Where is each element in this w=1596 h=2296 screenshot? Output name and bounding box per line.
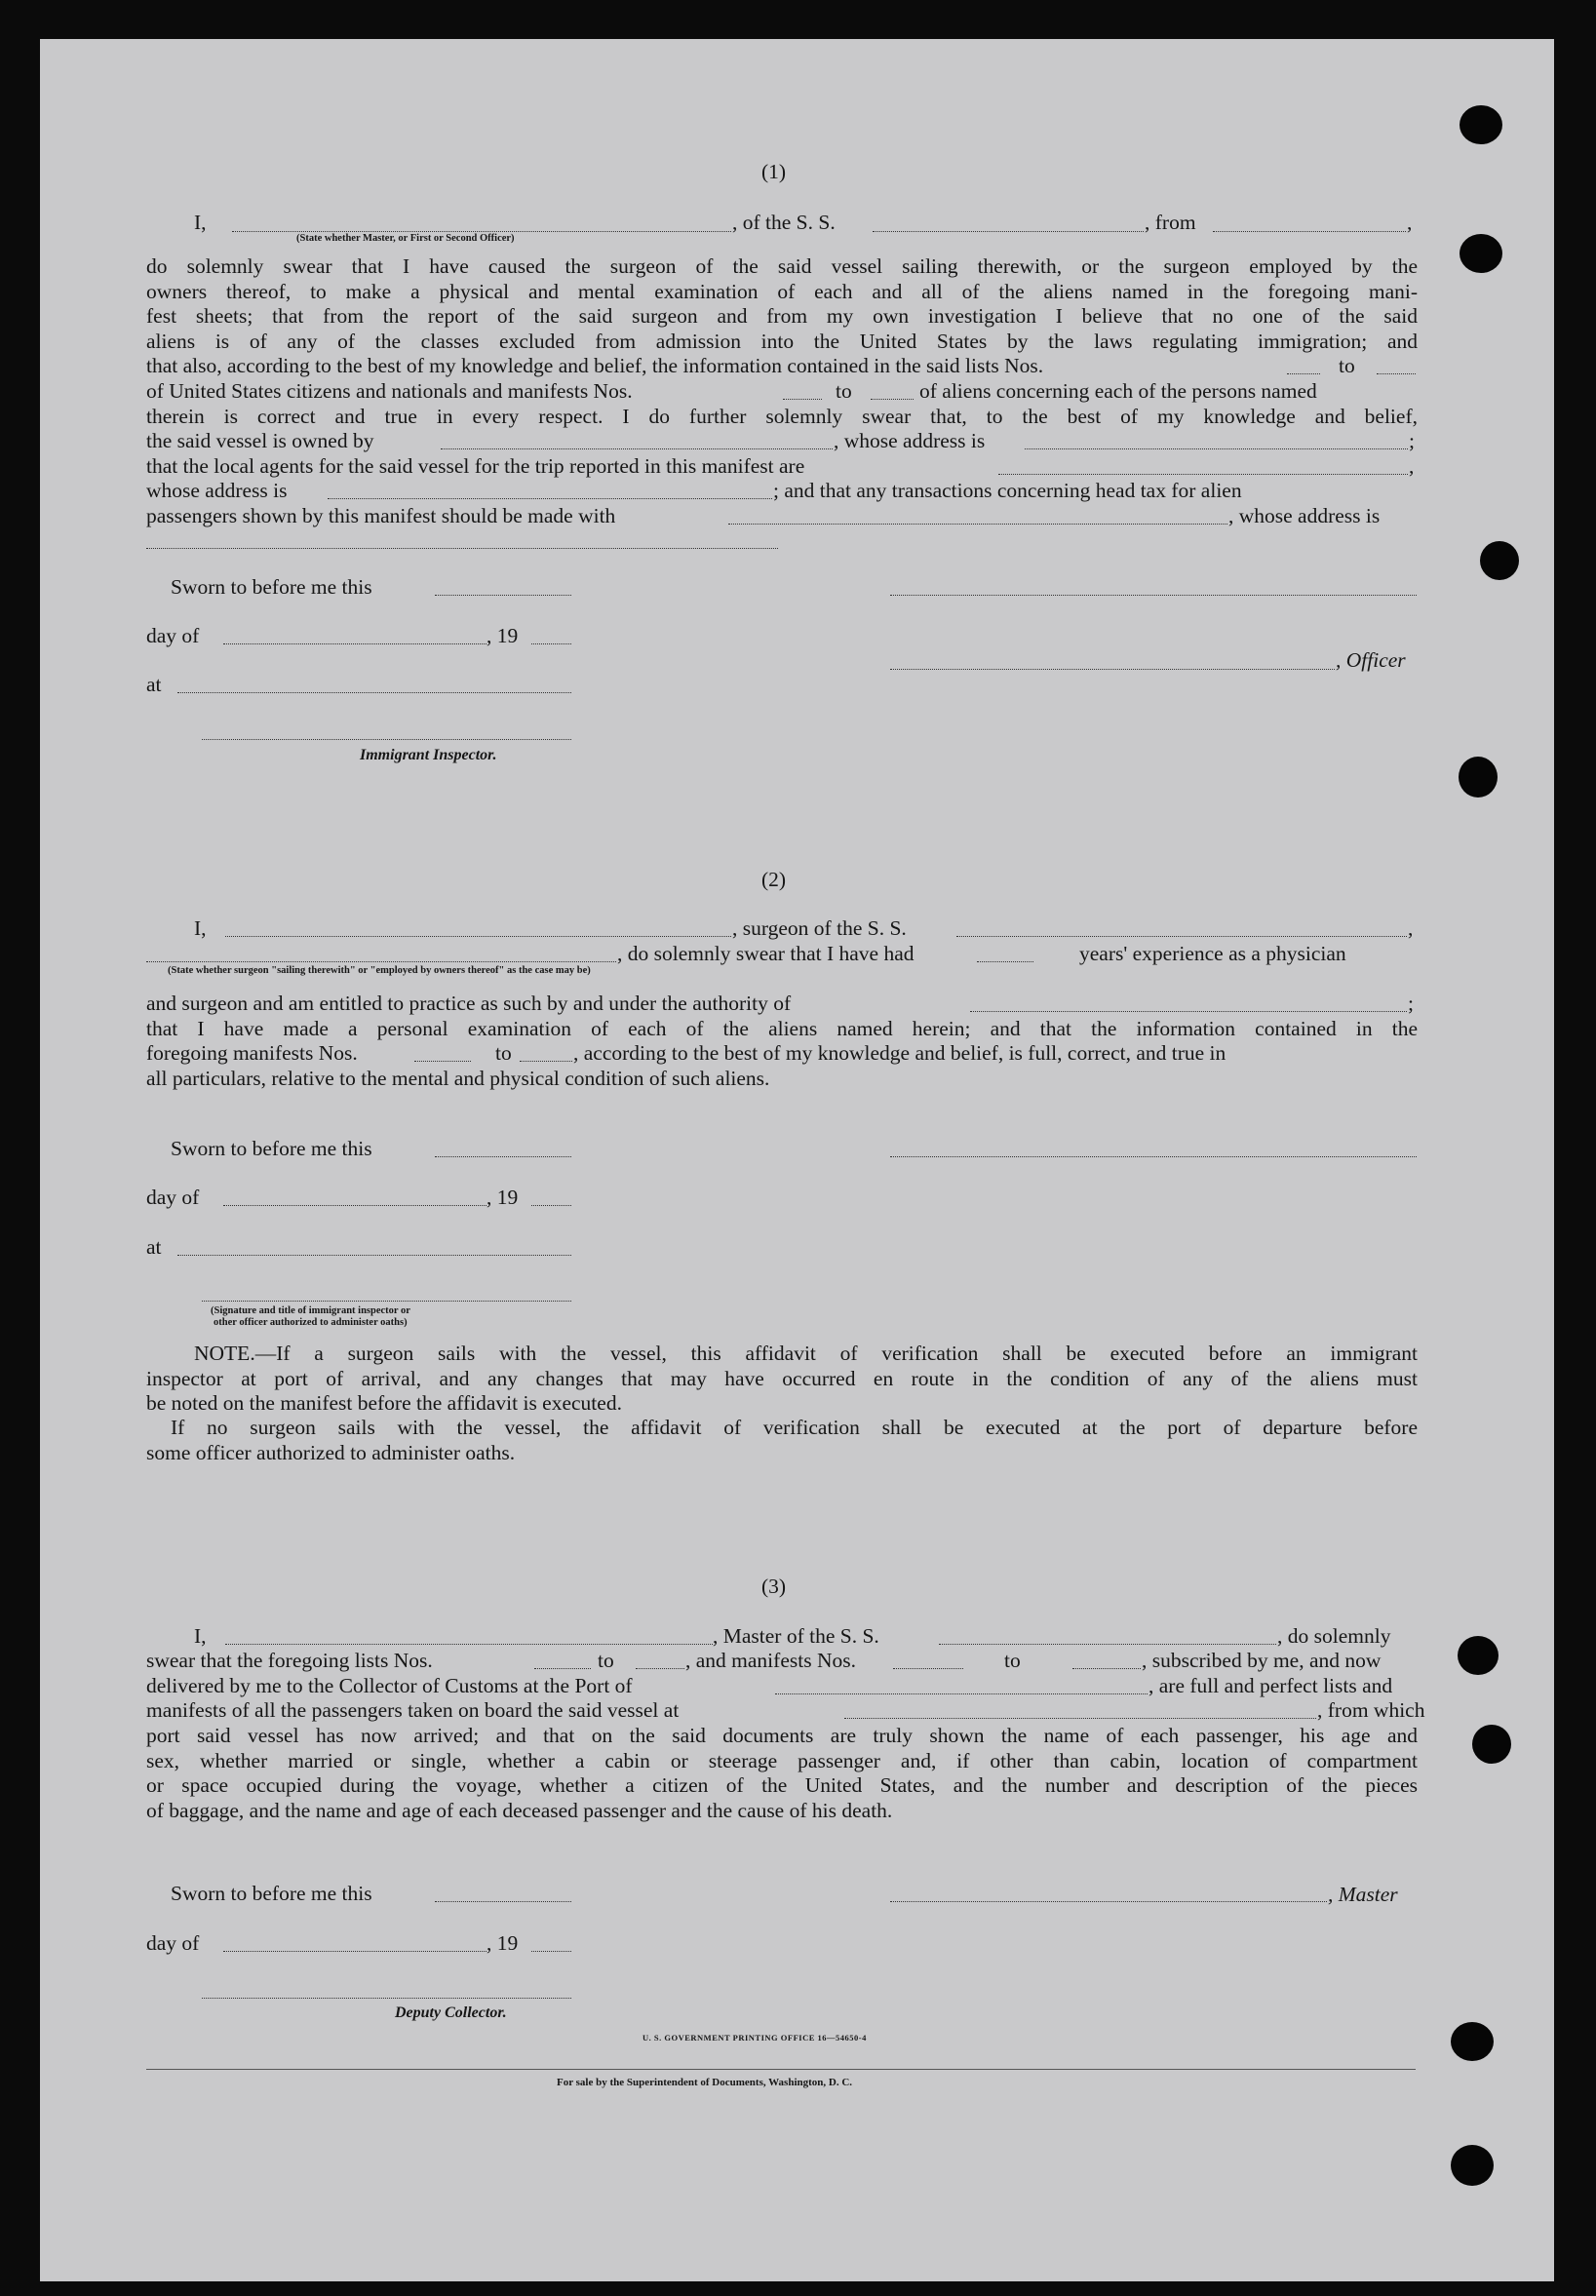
s2-year-field[interactable] [531,1205,571,1206]
s2-day-of-label: day of [146,1186,200,1209]
s1-at-place-field[interactable] [177,692,571,693]
s3-sworn-day-field[interactable] [435,1901,571,1902]
s1-comma-2: , [1409,454,1415,478]
note-fifth-line: some officer authorized to administer oaths. [146,1441,516,1464]
s1-head-tax-address-label: , whose address is [1228,504,1381,527]
form-page [40,39,1554,2281]
s3-to-label-2: to [1004,1649,1021,1672]
s3-manifests-to-field[interactable] [1072,1668,1141,1669]
s1-aliens-text: of aliens concerning each of the persons named [919,379,1317,403]
s1-sworn-day-field[interactable] [435,595,571,596]
s3-i-label: I, [194,1624,207,1648]
s3-taken-on-board-label: manifests of all the passengers taken on board the said vessel at [146,1698,680,1722]
s1-inspector-label: Immigrant Inspector. [360,747,497,763]
s1-day-of-label: day of [146,624,200,647]
s1-vessel-name-field[interactable] [873,231,1144,232]
s1-to-label: to [1339,354,1355,377]
s3-collector-signature-field[interactable] [202,1998,571,1999]
s1-owner-address-field[interactable] [1025,448,1408,449]
s3-master-signature-field[interactable] [890,1901,1327,1902]
s1-at-label: at [146,673,162,696]
punch-hole [1451,2022,1494,2061]
s3-boarding-port-field[interactable] [844,1718,1316,1719]
s3-vessel-name-field[interactable] [939,1644,1276,1645]
s1-manifests-to-field[interactable] [871,399,914,400]
s1-lists-to-field[interactable] [1377,373,1416,374]
s3-to-label: to [598,1649,614,1672]
s2-manifests-to-field[interactable] [520,1061,572,1062]
s1-head-tax-text: ; and that any transactions concerning head tax for alien [773,479,1242,502]
punch-hole [1459,757,1498,798]
s1-officer-signature-field-top[interactable] [890,595,1417,596]
s2-examination-line [146,1017,1418,1042]
s1-head-tax-party-field[interactable] [728,524,1227,525]
s1-oath-line: therein is correct and true in every respect. I do further solemnly swear that, to the best of my knowledge and belief, [146,405,1418,428]
s3-manifests-label: , and manifests Nos. [685,1649,856,1672]
s2-signature-note-1: (Signature and title of immigrant inspector or [211,1305,410,1316]
s3-text-line: port said vessel has now arrived; and that on the said documents are truly shown the name of each passenger, his age and [146,1724,1418,1747]
s1-oath-line: owners thereof, to make a physical and mental examination of each and all of the aliens named in the foregoing mani- [146,279,1418,303]
s1-i-label: I, [194,211,207,234]
s2-sworn-label: Sworn to before me this [171,1137,372,1160]
printing-office-imprint: U. S. GOVERNMENT PRINTING OFFICE 16—54650-4 [642,2033,867,2043]
s1-local-agents-field[interactable] [998,474,1408,475]
punch-hole [1451,2145,1494,2186]
s1-oath-paragraph [146,254,1418,354]
section-1-number: (1) [761,160,787,183]
s3-oath-paragraph [146,1724,1418,1799]
s2-inspector-signature-field[interactable] [202,1301,571,1302]
note-second-line [146,1367,1418,1392]
s1-lists-text: that also, according to the best of my knowledge and belief, the information contained in the said lists Nos. [146,354,1044,377]
s1-comma: , [1407,211,1413,234]
s3-year-prefix: , 19 [487,1931,519,1955]
s1-oath-line-7 [146,405,1418,430]
s1-officer-note: (State whether Master, or First or Second Officer) [296,233,515,244]
s3-perfect-lists-text: , are full and perfect lists and [1148,1674,1393,1697]
s1-to-label-2: to [836,379,852,403]
s2-authority-label: and surgeon and am entitled to practice as such by and under the authority of [146,992,792,1015]
s2-at-label: at [146,1235,162,1259]
s1-month-field[interactable] [223,643,487,644]
s1-sworn-label: Sworn to before me this [171,575,372,599]
s1-head-tax-address-field[interactable] [146,548,778,549]
s2-at-place-field[interactable] [177,1255,571,1256]
punch-hole [1460,105,1502,144]
s1-inspector-signature-field[interactable] [202,739,571,740]
s2-swear-text: , do solemnly swear that I have had [617,942,915,965]
s2-years-text: years' experience as a physician [1079,942,1346,965]
s1-semicolon: ; [1409,429,1415,452]
s2-vessel-name-field[interactable] [956,936,1407,937]
section-2-number: (2) [761,868,787,891]
s2-semicolon: ; [1408,992,1414,1015]
s3-month-field[interactable] [223,1951,487,1952]
s2-text-line: that I have made a personal examination of each of the aliens named herein; and that the information contained in the [146,1017,1418,1040]
s1-officer-signature-field[interactable] [890,669,1335,670]
s2-year-prefix: , 19 [487,1186,519,1209]
s3-master-name-field[interactable] [225,1644,713,1645]
s1-oath-line: fest sheets; that from the report of the said surgeon and from my own investigation I believe that no one of the said [146,304,1418,329]
s2-signature-note-2: other officer authorized to administer oaths) [214,1317,408,1328]
s2-manifests-from-field[interactable] [414,1061,471,1062]
s2-manifests-label: foregoing manifests Nos. [146,1041,358,1065]
s1-from-port-field[interactable] [1213,231,1406,232]
s3-master-of-label: , Master of the S. S. [713,1624,879,1648]
s2-surgeon-name-field[interactable] [225,936,731,937]
sale-notice: For sale by the Superintendent of Documents, Washington, D. C. [557,2077,853,2088]
s1-oath-line: aliens is of any of the classes excluded from admission into the United States by the laws regulating immigration; and [146,329,1418,353]
s2-to-label: to [495,1041,512,1065]
s3-lists-from-field[interactable] [534,1668,591,1669]
s1-officer-label: , Officer [1336,648,1406,672]
note-line: NOTE.—If a surgeon sails with the vessel, this affidavit of verification shall be executed before an immigrant [194,1342,1418,1365]
s2-surgeon-of-label: , surgeon of the S. S. [732,916,907,940]
punch-hole [1472,1725,1511,1764]
s1-owner-field[interactable] [441,448,833,449]
note-line: inspector at port of arrival, and any changes that may have occurred en route in the condition of any of the aliens must [146,1367,1418,1390]
s3-subscribed-text: , subscribed by me, and now [1142,1649,1382,1672]
s3-solemnly-label: , do solemnly [1277,1624,1391,1648]
punch-hole [1458,1636,1499,1675]
note-fourth-line [171,1416,1418,1441]
s1-head-tax-with-label: passengers shown by this manifest should be made with [146,504,616,527]
s3-day-of-label: day of [146,1931,200,1955]
s1-owner-address-label: , whose address is [834,429,986,452]
s2-surgeon-status-field[interactable] [146,961,616,962]
s2-particulars-text: all particulars, relative to the mental and physical condition of such aliens. [146,1067,770,1090]
s3-year-field[interactable] [531,1951,571,1952]
section-3-number: (3) [761,1575,787,1598]
s3-collector-label: delivered by me to the Collector of Customs at the Port of [146,1674,633,1697]
s3-lists-to-field[interactable] [636,1668,684,1669]
s3-sworn-label: Sworn to before me this [171,1882,372,1905]
s3-lists-label: swear that the foregoing lists Nos. [146,1649,433,1672]
s3-from-which-text: , from which [1317,1698,1425,1722]
s2-sworn-day-field[interactable] [435,1156,571,1157]
s2-surgeon-signature-field[interactable] [890,1156,1417,1157]
s2-surgeon-note: (State whether surgeon "sailing therewith" or "employed by owners thereof" as the case may be) [168,965,591,976]
s1-local-agents-label: that the local agents for the said vessel for the trip reported in this manifest are [146,454,805,478]
s1-oath-line: do solemnly swear that I have caused the surgeon of the said vessel sailing therewith, or the surgeon employed by the [146,254,1418,278]
s3-master-label: , Master [1328,1883,1398,1906]
s1-lists-from-field[interactable] [1287,373,1320,374]
s1-agent-address-field[interactable] [328,498,772,499]
note-third-line: be noted on the manifest before the affidavit is executed. [146,1391,622,1415]
s2-authority-field[interactable] [970,1011,1407,1012]
note-line: If no surgeon sails with the vessel, the affidavit of verification shall be executed at the port of departure before [171,1416,1418,1439]
s3-port-field[interactable] [775,1693,1148,1694]
s1-agent-address-label: whose address is [146,479,288,502]
s2-i-label: I, [194,916,207,940]
s3-text-line: or space occupied during the voyage, whether a citizen of the United States, and the number and description of the pieces [146,1773,1418,1798]
s1-owned-by-label: the said vessel is owned by [146,429,374,452]
s3-manifests-from-field[interactable] [893,1668,963,1669]
footer-rule [146,2069,1416,2070]
s2-comma: , [1408,916,1414,940]
s2-years-field[interactable] [977,961,1033,962]
s2-according-text: , according to the best of my knowledge and belief, is full, correct, and true in [573,1041,1226,1065]
s1-manifests-text: of United States citizens and nationals and manifests Nos. [146,379,633,403]
s1-officer-name-field[interactable] [232,231,731,232]
punch-hole [1460,234,1502,273]
s3-text-line: sex, whether married or single, whether a cabin or steerage passenger and, if other than cabin, location of compartment [146,1748,1418,1772]
s1-year-field[interactable] [531,643,571,644]
s3-deputy-collector-label: Deputy Collector. [395,2004,507,2021]
s1-of-ss-label: , of the S. S. [732,211,836,234]
s1-manifests-from-field[interactable] [783,399,822,400]
note-first-line [194,1342,1418,1367]
s1-year-prefix: , 19 [487,624,519,647]
s2-month-field[interactable] [223,1205,487,1206]
s1-from-label: , from [1145,211,1196,234]
punch-hole [1480,541,1519,580]
s3-baggage-line: of baggage, and the name and age of each deceased passenger and the cause of his death. [146,1799,893,1822]
